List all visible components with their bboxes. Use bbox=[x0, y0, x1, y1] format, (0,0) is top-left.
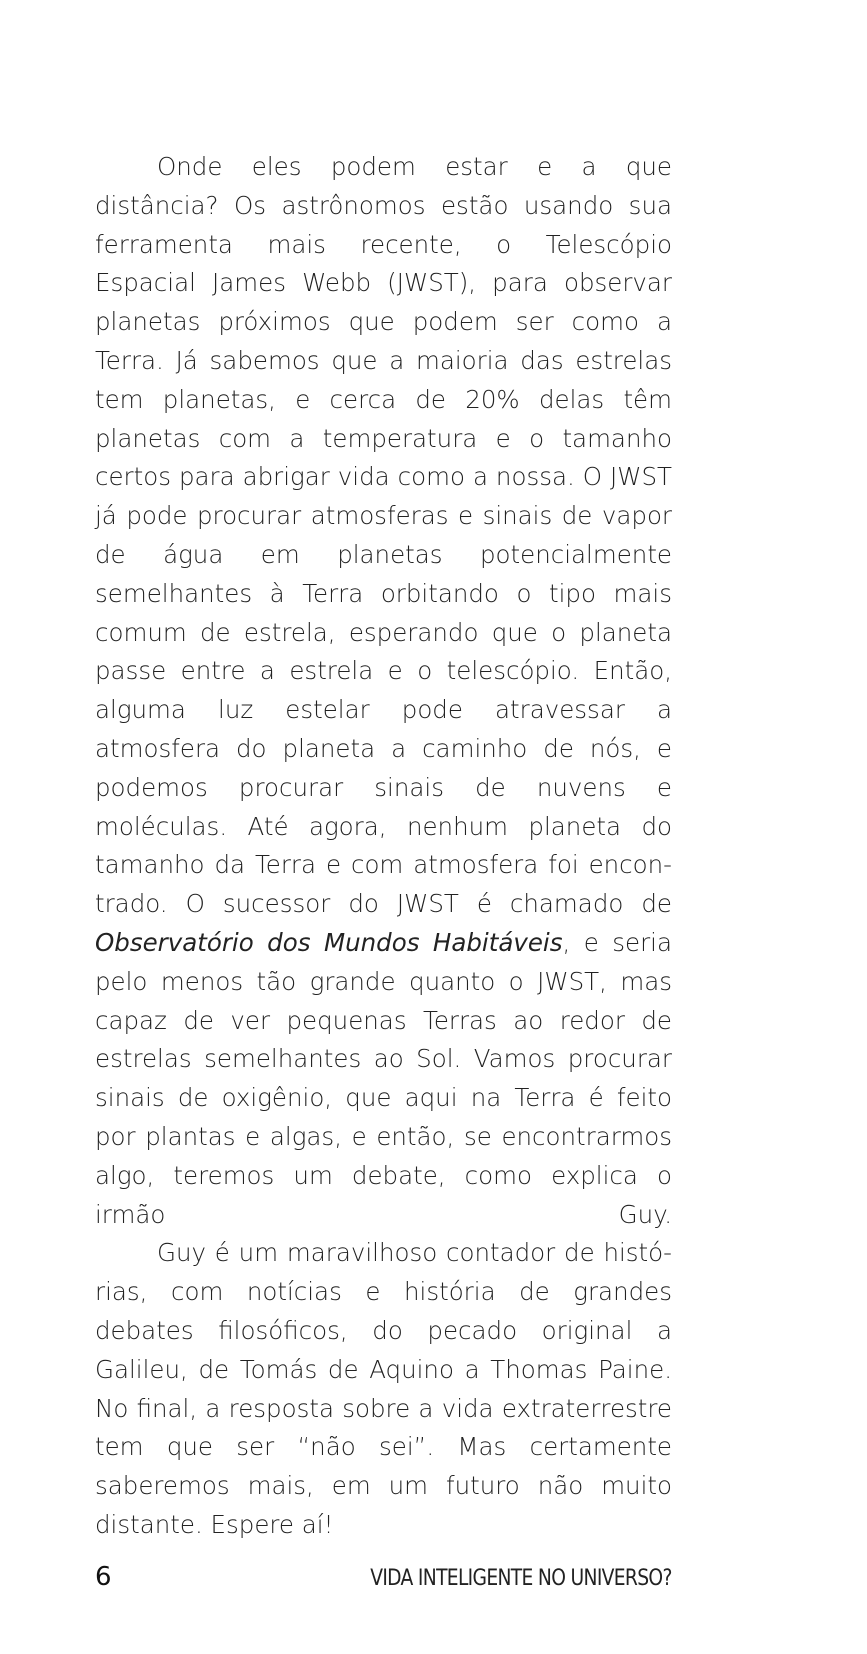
paragraph-1-part-2: , e seria pelo menos tão grande quanto o JWST, mas capaz de ver pequenas Terras ao redor de estrelas semelhantes ao Sol. Vamos procurar sinais de oxigênio, que aqui na Terra é feito por plantas e algas, e então, se encontrarmos algo, teremos um debate, como explica o irmão Guy. bbox=[95, 927, 673, 1229]
italic-term: Observatório dos Mundos Habitáveis bbox=[95, 927, 563, 957]
paragraph-1-part-1: Onde eles podem estar e a que distância? Os astrônomos estão usando sua ferramenta mais recente, o Telescópio Espacial James Webb (JWST), para observar planetas próximos que podem ser como a Terra. Já sabemos que a maioria das estrelas tem planetas, e cerca de 20% delas têm planetas com a temperatura e o tamanho certos para abrigar vida como a nossa. O JWST já pode procurar atmosferas e sinais de vapor de água em planetas potencialmente semelhantes à Terra orbitando o tipo mais comum de estrela, esperando que o planeta passe entre a estrela e o telescópio. Então, alguma luz estelar pode atravessar a atmosfera do planeta a caminho de nós, e podemos procurar sinais de nuvens e moléculas. Até agora, nenhum planeta do tamanho da Terra e com atmosfera foi encontrado. O sucessor do JWST é chamado de bbox=[95, 152, 672, 919]
page-footer bbox=[95, 1562, 672, 1598]
page-number: 6 bbox=[95, 1562, 112, 1592]
paragraph-2: Guy é um maravilhoso contador de histórias, com notícias e história de grandes debates filosóficos, do pecado original a Galileu, de Tomás de Aquino a Thomas Paine. No final, a resposta sobre a vida extraterrestre tem que ser “não sei”. Mas certamente saberemos mais, em um futuro não muito distante. Espere aí! bbox=[95, 1238, 672, 1539]
body-text bbox=[95, 148, 672, 1545]
paragraph-1 bbox=[95, 148, 672, 1234]
running-title: VIDA INTELIGENTE NO UNIVERSO? bbox=[370, 1566, 672, 1591]
